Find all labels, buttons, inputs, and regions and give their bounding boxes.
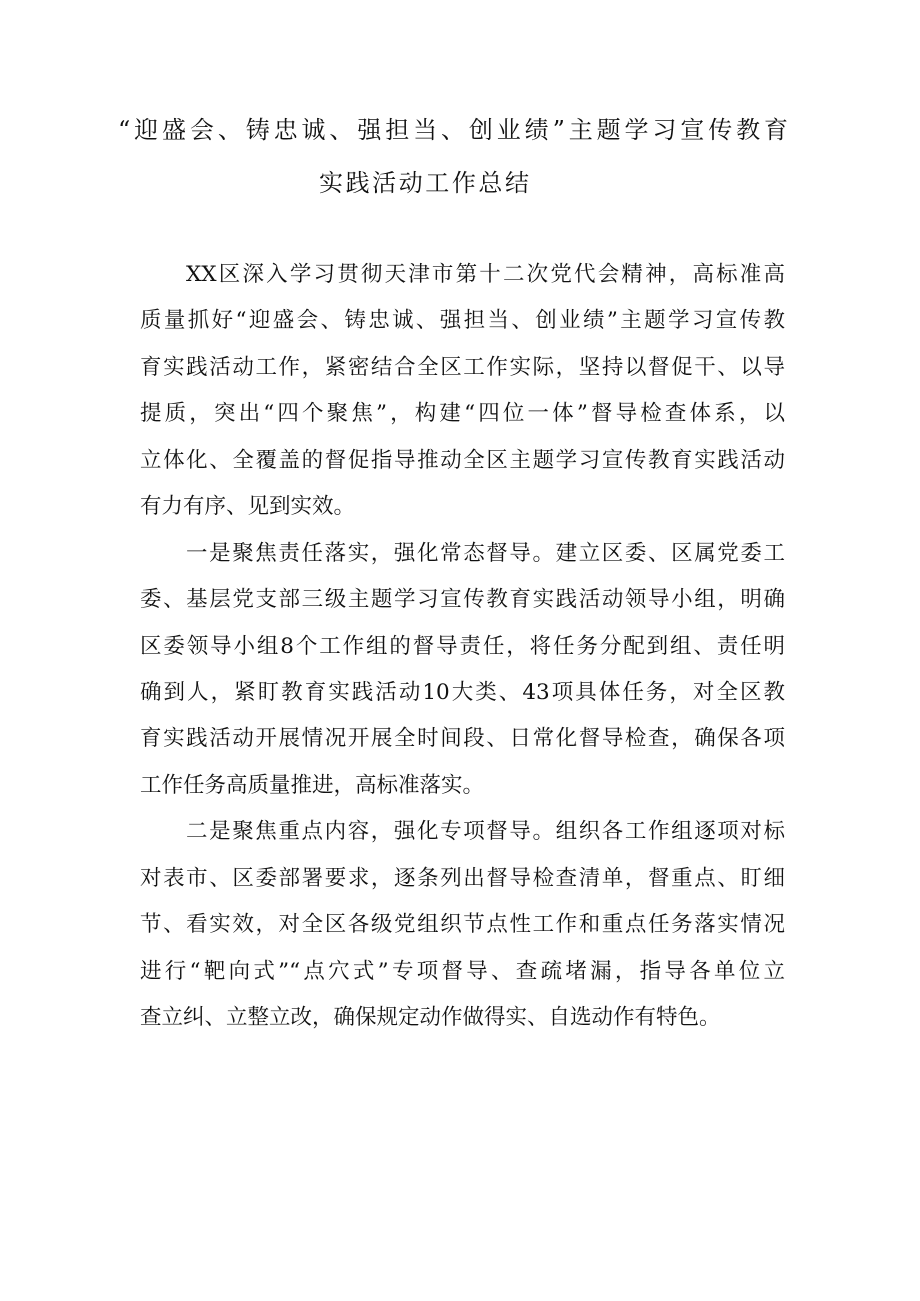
paragraph-line: 工作任务高质量推进，高标准落实。 — [140, 772, 485, 798]
paragraph — [140, 252, 785, 531]
paragraph-line: 有力有序、见到实效。 — [140, 494, 356, 520]
paragraph-line: 质量抓好“迎盛会、铸忠诚、强担当、创业绩”主题学习宣传教 — [140, 308, 785, 334]
paragraph-line: 进行“靶向式”“点穴式”专项督导、查疏堵漏，指导各单位立 — [140, 958, 785, 984]
paragraph-line: 育实践活动工作，紧密结合全区工作实际，坚持以督促干、以导 — [140, 354, 785, 380]
paragraph-line: 区委领导小组8个工作组的督导责任，将任务分配到组、责任明 — [140, 633, 785, 659]
paragraph-line: 提质，突出“四个聚焦”，构建“四位一体”督导检查体系，以 — [140, 401, 785, 427]
paragraph-line: 立体化、全覆盖的督促指导推动全区主题学习宣传教育实践活动 — [140, 447, 785, 473]
paragraph — [140, 809, 785, 1041]
title-line-2: 实践活动工作总结 — [319, 169, 529, 197]
paragraph-line: 查立纠、立整立改，确保规定动作做得实、自选动作有特色。 — [140, 1005, 721, 1030]
title-line-1: “迎盛会、铸忠诚、强担当、创业绩”主题学习宣传教育 — [118, 116, 788, 144]
paragraph-line: 节、看实效，对全区各级党组织节点性工作和重点任务落实情况 — [140, 912, 785, 938]
paragraph — [140, 531, 785, 810]
paragraph-line: XX区深入学习贯彻天津市第十二次党代会精神，高标准高 — [186, 262, 785, 287]
document-body — [140, 252, 785, 1041]
paragraph-line: 确到人，紧盯教育实践活动10大类、43项具体任务，对全区教 — [140, 679, 785, 705]
paragraph-line: 二是聚焦重点内容，强化专项督导。组织各工作组逐项对标 — [186, 819, 785, 845]
paragraph-line: 对表市、区委部署要求，逐条列出督导检查清单，督重点、盯细 — [140, 865, 785, 891]
paragraph-line: 育实践活动开展情况开展全时间段、日常化督导检查，确保各项 — [140, 726, 785, 752]
paragraph-line: 委、基层党支部三级主题学习宣传教育实践活动领导小组，明确 — [140, 587, 785, 613]
paragraph-line: 一是聚焦责任落实，强化常态督导。建立区委、区属党委工 — [186, 540, 785, 566]
